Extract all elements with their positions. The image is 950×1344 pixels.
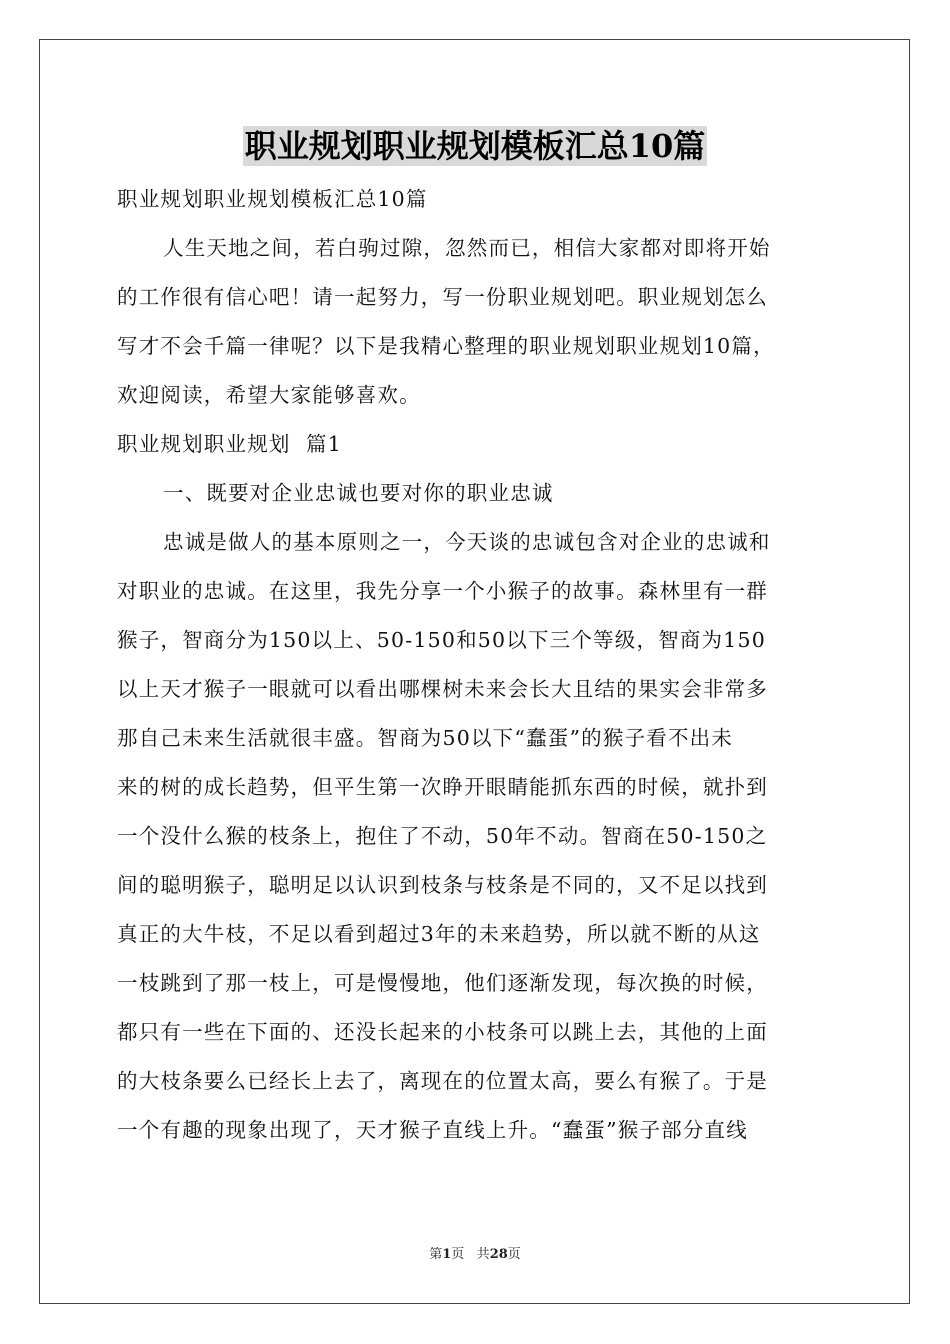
document-title: 职业规划职业规划模板汇总10篇	[244, 127, 706, 165]
paragraph-line: 都只有一些在下面的、还没长起来的小枝条可以跳上去，其他的上面	[117, 1020, 768, 1044]
paragraph-line: 的工作很有信心吧！请一起努力，写一份职业规划吧。职业规划怎么	[117, 285, 768, 309]
page-prefix: 第	[429, 1247, 443, 1262]
paragraph-line: 一个没什么猴的枝条上，抱住了不动，50年不动。智商在50-150之	[117, 824, 768, 848]
paragraph-line: 的大枝条要么已经长上去了，离现在的位置太高，要么有猴了。于是	[117, 1069, 768, 1093]
paragraph-line: 人生天地之间，若白驹过隙，忽然而已，相信大家都对即将开始	[163, 236, 771, 260]
title-wrap	[0, 126, 950, 166]
paragraph-line: 真正的大牛枝，不足以看到超过3年的未来趋势，所以就不断的从这	[117, 922, 761, 946]
section-heading: 职业规划职业规划 篇1	[117, 432, 342, 456]
paragraph-line: 猴子，智商分为150以上、50-150和50以下三个等级，智商为150	[117, 628, 766, 652]
document-body	[117, 183, 835, 1163]
total-prefix: 共	[476, 1247, 490, 1262]
paragraph-line: 间的聪明猴子，聪明足以认识到枝条与枝条是不同的，又不足以找到	[117, 873, 768, 897]
total-unit: 页	[507, 1247, 521, 1262]
total-pages: 28	[489, 1247, 508, 1262]
page-footer	[0, 1246, 950, 1264]
paragraph-line: 以上天才猴子一眼就可以看出哪棵树未来会长大且结的果实会非常多	[117, 677, 768, 701]
paragraph-line: 欢迎阅读，希望大家能够喜欢。	[117, 383, 421, 407]
page-number: 1	[442, 1247, 452, 1262]
paragraph-line: 写才不会千篇一律呢？以下是我精心整理的职业规划职业规划10篇，	[117, 334, 775, 358]
page-unit: 页	[451, 1247, 465, 1262]
paragraph-line: 对职业的忠诚。在这里，我先分享一个小猴子的故事。森林里有一群	[117, 579, 768, 603]
subtitle-line: 职业规划职业规划模板汇总10篇	[117, 187, 428, 211]
paragraph-line: 忠诚是做人的基本原则之一，今天谈的忠诚包含对企业的忠诚和	[163, 530, 771, 554]
subsection-heading: 一、既要对企业忠诚也要对你的职业忠诚	[163, 481, 554, 505]
paragraph-line: 那自己未来生活就很丰盛。智商为50以下“蠢蛋”的猴子看不出未	[117, 726, 734, 750]
paragraph-line: 一枝跳到了那一枝上，可是慢慢地，他们逐渐发现，每次换的时候，	[117, 971, 768, 995]
paragraph-line: 来的树的成长趋势，但平生第一次睁开眼睛能抓东西的时候，就扑到	[117, 775, 768, 799]
paragraph-line: 一个有趣的现象出现了，天才猴子直线上升。“蠢蛋”猴子部分直线	[117, 1118, 748, 1142]
